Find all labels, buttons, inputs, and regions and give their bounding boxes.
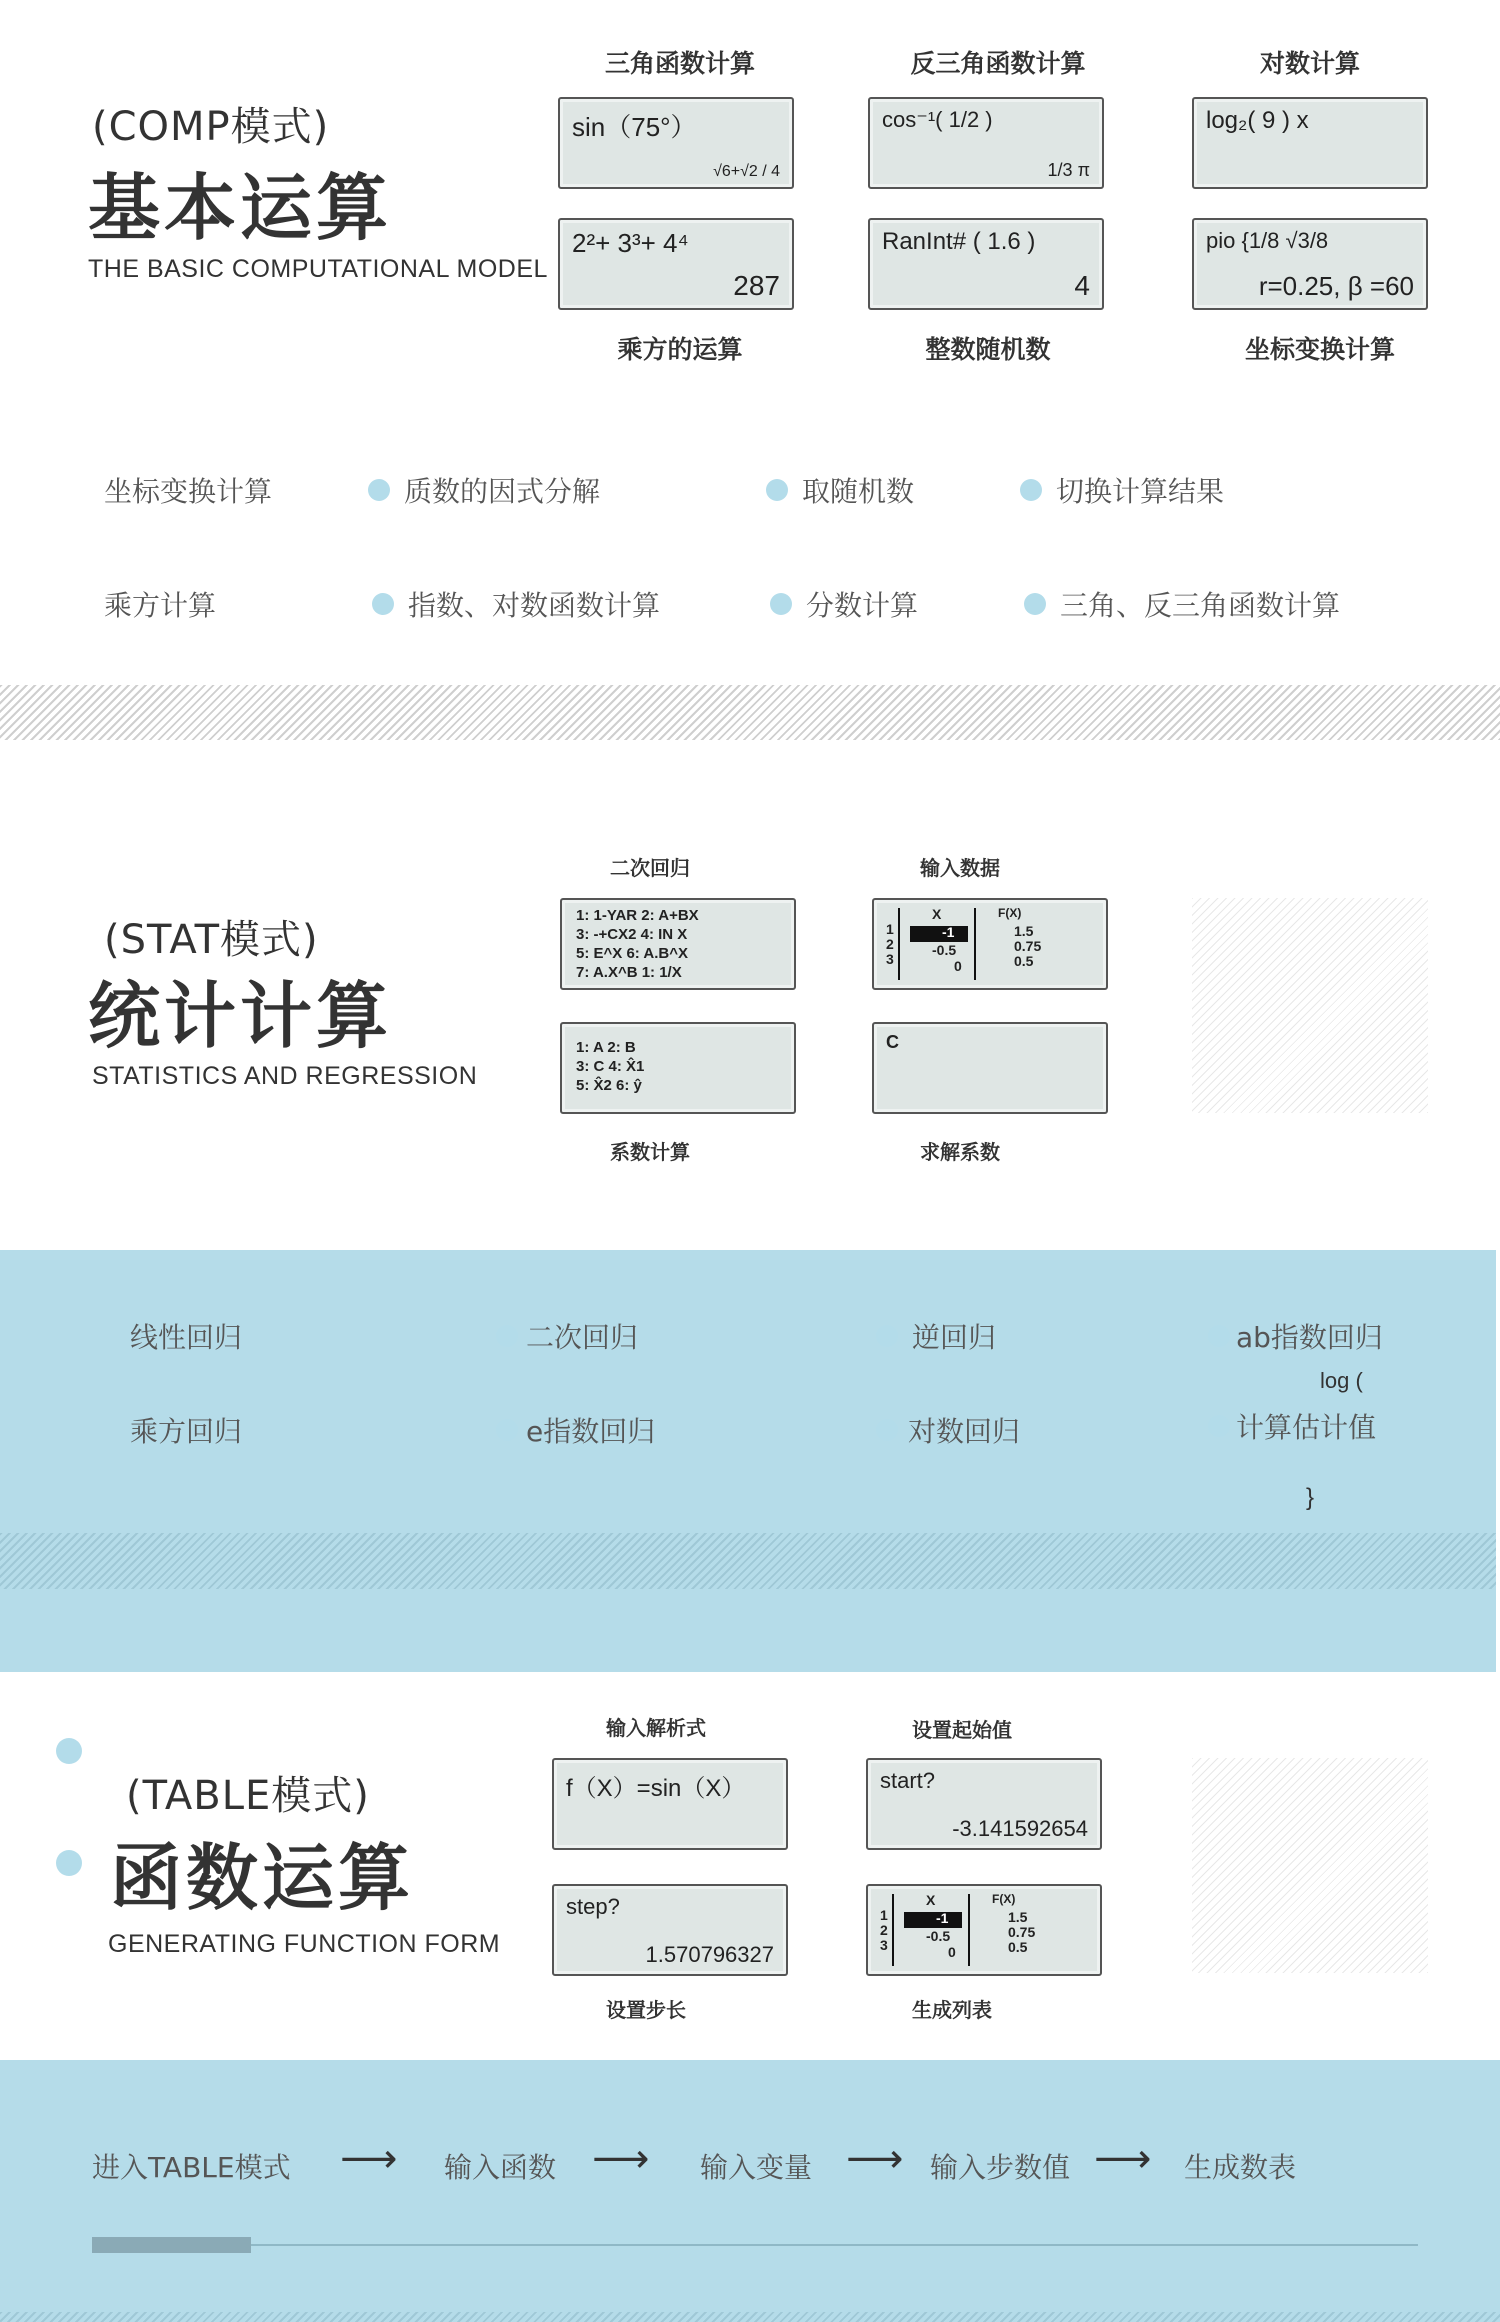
bullet-icon [766, 479, 788, 501]
flow-step-input-step: 输入步数值 [930, 2151, 1071, 2184]
brace-fragment: } [1306, 1484, 1315, 1511]
function-expression: f（X）=sin（X） [566, 1775, 746, 1802]
feature-power-regression: 乘方回归 [130, 1415, 243, 1448]
ranint-expression: RanInt# ( 1.6 ) [882, 228, 1036, 255]
screen-data-table: 1 2 3 X -1 -0.5 0 F(X) 1.5 0.75 0.5 [872, 898, 1108, 990]
caption-generate-list: 生成列表 [912, 1998, 992, 2022]
bullet-icon [56, 1738, 82, 1764]
feature-switch-result: 切换计算结果 [1020, 470, 1224, 510]
screen-function [552, 1758, 788, 1850]
feature-random: 取随机数 [766, 470, 914, 510]
caption-start-value: 设置起始值 [912, 1718, 1012, 1742]
comp-title: 基本运算 [88, 166, 393, 250]
feature-quadratic: 二次回归 [496, 1316, 638, 1356]
arrow-right-icon: ⟶ [846, 2136, 904, 2182]
feature-exp-log: 指数、对数函数计算 [372, 584, 660, 624]
stat-subtitle: STATISTICS AND REGRESSION [92, 1062, 478, 1090]
flow-step-input-variable: 输入变量 [700, 2151, 813, 2184]
progress-fill [92, 2237, 251, 2253]
feature-estimate: 计算估计值 [1208, 1406, 1376, 1446]
regression-stripes [0, 1533, 1496, 1589]
feature-power: 乘方计算 [104, 589, 217, 622]
bullet-icon [56, 1850, 82, 1876]
flow-step-enter-table: 进入TABLE模式 [92, 2151, 291, 2184]
feature-inverse: 逆回归 [876, 1316, 996, 1356]
step-label: step? [566, 1894, 620, 1919]
caption-power: 乘方的运算 [617, 335, 743, 364]
caption-trig: 三角函数计算 [604, 49, 755, 78]
caption-solve: 求解系数 [920, 1140, 1000, 1164]
table-title: 函数运算 [110, 1836, 415, 1920]
flow-step-generate-table: 生成数表 [1184, 2151, 1297, 2184]
log-expression: log₂( 9 ) x [1206, 107, 1309, 134]
comp-mode-label: (COMP模式) [92, 104, 330, 150]
bullet-icon [876, 1325, 898, 1347]
bullet-icon [770, 593, 792, 615]
pol-expression: pio {1/8 √3/8 [1206, 228, 1329, 253]
comp-subtitle: THE BASIC COMPUTATIONAL MODEL [88, 255, 548, 283]
caption-input-expression: 输入解析式 [606, 1716, 706, 1740]
screen-ranint [868, 218, 1104, 310]
bullet-icon [1024, 593, 1046, 615]
table-mode-label: (TABLE模式) [126, 1773, 370, 1819]
acos-result: 1/3 π [1047, 160, 1090, 180]
flow-step-input-function: 输入函数 [444, 2151, 557, 2184]
caption-quadratic: 二次回归 [610, 856, 690, 880]
placeholder-stripes [1192, 1758, 1428, 1973]
screen-log [1192, 97, 1428, 189]
sin-result: √6+√2 / 4 [713, 163, 780, 180]
flow-band [0, 2060, 1500, 2322]
log-fragment: log ( [1320, 1368, 1363, 1393]
solve-value: C [886, 1032, 899, 1052]
bullet-icon [372, 593, 394, 615]
table-subtitle: GENERATING FUNCTION FORM [108, 1930, 501, 1958]
placeholder-stripes [1192, 898, 1428, 1113]
feature-trig: 三角、反三角函数计算 [1024, 584, 1340, 624]
power-expression: 2²+ 3³+ 4⁴ [572, 228, 689, 258]
bullet-icon [496, 1325, 518, 1347]
screen-pol [1192, 218, 1428, 310]
caption-coordinate: 坐标变换计算 [1244, 335, 1395, 364]
pol-result: r=0.25, β =60 [1258, 271, 1414, 301]
stat-mode-label: (STAT模式) [104, 917, 319, 963]
power-result: 287 [733, 270, 780, 301]
screen-solve [872, 1022, 1108, 1114]
screen-step [552, 1884, 788, 1976]
caption-inverse-trig: 反三角函数计算 [910, 49, 1086, 78]
start-label: start? [880, 1768, 936, 1793]
screen-coefficients: 1: A 2: B 3: C 4: X̂1 5: X̂2 6: ŷ [560, 1022, 796, 1114]
feature-log-regression: 对数回归 [876, 1410, 1020, 1450]
acos-expression: cos⁻¹( 1/2 ) [882, 107, 993, 132]
arrow-right-icon: ⟶ [592, 2136, 650, 2182]
screen-generated-table: 1 2 3 X -1 -0.5 0 F(X) 1.5 0.75 0.5 [866, 1884, 1102, 1976]
screen-start [866, 1758, 1102, 1850]
bullet-icon [876, 1419, 898, 1441]
screen-power [558, 218, 794, 310]
divider-stripes [0, 685, 1500, 740]
screen-sin [558, 97, 794, 189]
bottom-stripes [0, 2312, 1500, 2322]
bullet-icon [1208, 1415, 1230, 1437]
feature-linear: 线性回归 [130, 1321, 243, 1354]
screen-regression-menu: 1: 1-YAR 2: A+BX 3: -+CX2 4: IN X 5: E^X 6: A.B^X 7: A.X^B 1: 1/X [560, 898, 796, 990]
stat-title: 统计计算 [88, 974, 393, 1058]
ranint-result: 4 [1074, 270, 1090, 301]
caption-ranint: 整数随机数 [925, 335, 1051, 364]
arrow-right-icon: ⟶ [1094, 2136, 1152, 2182]
feature-ab-exponential: ab指数回归 [1208, 1316, 1383, 1356]
caption-step: 设置步长 [606, 1998, 686, 2022]
caption-input-data: 输入数据 [920, 856, 1000, 880]
feature-fraction: 分数计算 [770, 584, 918, 624]
bullet-icon [496, 1419, 518, 1441]
feature-prime-factor: 质数的因式分解 [368, 470, 600, 510]
arrow-right-icon: ⟶ [340, 2136, 398, 2182]
bullet-icon [368, 479, 390, 501]
bullet-icon [1208, 1325, 1230, 1347]
caption-log: 对数计算 [1259, 49, 1360, 78]
feature-coordinate: 坐标变换计算 [104, 475, 273, 508]
screen-acos [868, 97, 1104, 189]
feature-e-exponential: e指数回归 [496, 1410, 655, 1450]
sin-expression: sin（75°） [572, 112, 697, 142]
caption-coefficient: 系数计算 [610, 1140, 690, 1164]
bullet-icon [1020, 479, 1042, 501]
step-value: 1.570796327 [645, 1942, 774, 1967]
progress-track [92, 2244, 1418, 2246]
start-value: -3.141592654 [952, 1816, 1088, 1841]
regression-band [0, 1250, 1496, 1672]
